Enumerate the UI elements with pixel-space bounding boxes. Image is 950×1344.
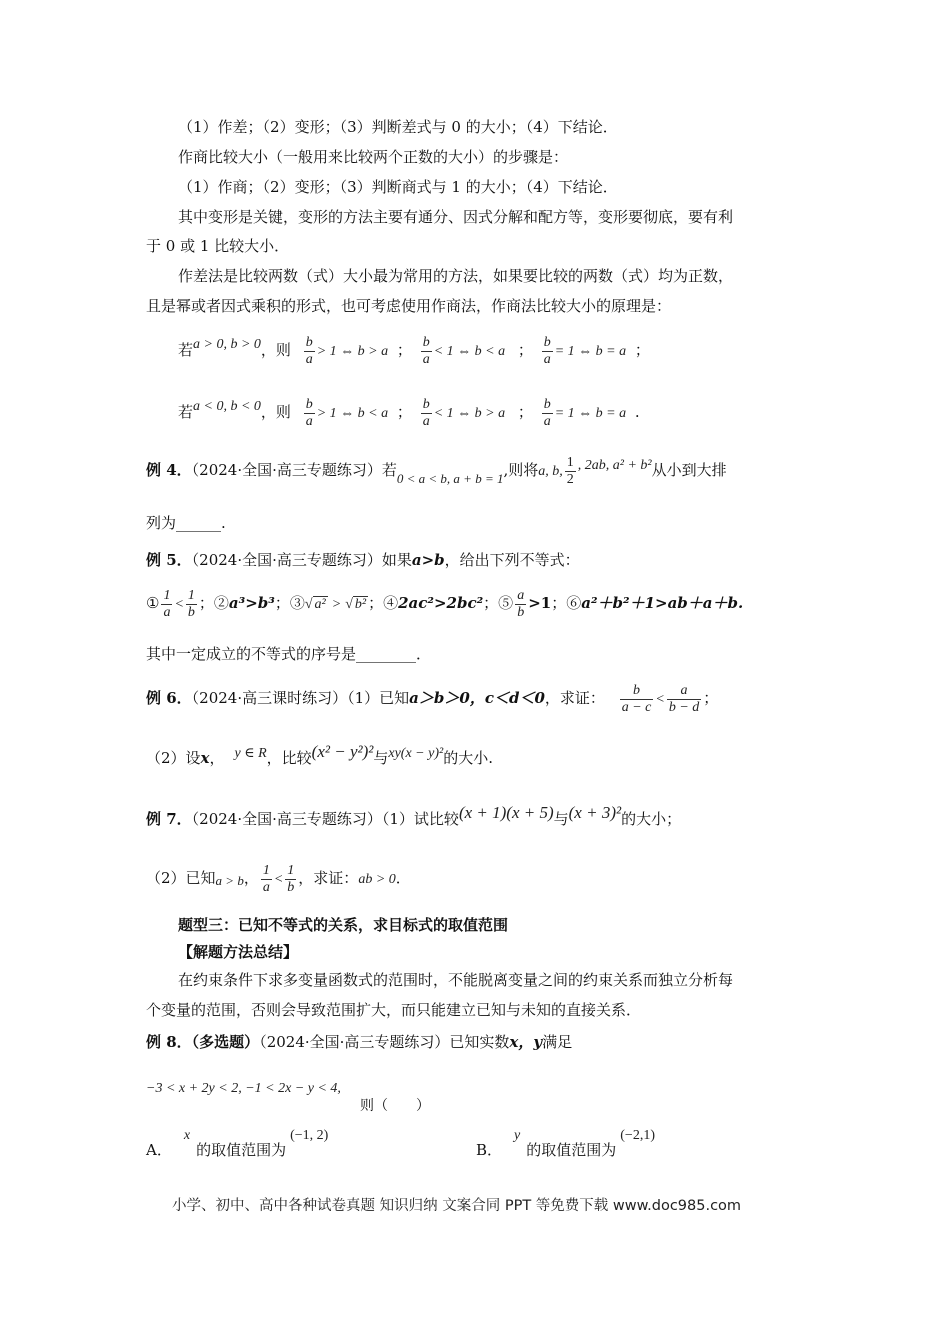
fraction-one-half: $\frac{1}{2}$ [566, 454, 574, 487]
paragraph-line: 于 0 或 1 比较大小． [146, 237, 290, 255]
example-label: 例 5． [146, 551, 192, 569]
option-a: A．x的取值范围为(−1, 2) [146, 1128, 329, 1159]
quotient-intro: 作商比较大小（一般用来比较两个正数的大小）的步骤是： [178, 148, 569, 166]
paragraph-line: 个变量的范围，否则会导致范围扩大，而只能建立已知与未知的直接关系． [146, 1001, 642, 1019]
paragraph-line: 在约束条件下求多变量函数式的范围时，不能脱离变量之间的约束关系而独立分析每 [178, 971, 734, 989]
example-5: 例 5．（2024·全国·高三专题练习）如果a>b，给出下列不等式： [146, 551, 580, 569]
example-5-answer-blank: 其中一定成立的不等式的序号是________． [146, 645, 432, 663]
example-8-constraints: −3 < x + 2y < 2, −1 < 2x − y < 4, [146, 1081, 341, 1096]
example-4-blank: 列为______. [146, 514, 226, 532]
rule-negative: 若a < 0, b < 0，则 $\frac{b}{a}$ > 1 ⇔ b < a ； $\frac{b}{a}$ < 1 ⇔ b > a ； $\frac{b}{a}$ = 1 ⇔ b = a . [178, 396, 640, 429]
multi-select-tag: （多选题） [191, 1033, 260, 1051]
example-8: 例 8．（多选题）（2024·全国·高三专题练习）已知实数x，y满足 [146, 1033, 573, 1051]
step-list-difference: （1）作差；（2）变形；（3）判断差式与 0 的大小；（4）下结论． [178, 118, 618, 136]
fraction-b-over-a: $\frac{b}{a}$ [305, 396, 313, 429]
option-b: B．y的取值范围为(−2,1) [476, 1128, 655, 1159]
example-8-question: 则（ ） [360, 1098, 430, 1114]
example-5-inequalities: ① $\frac{1}{a}$ < $\frac{1}{b}$ ；②a³>b³；③√ a² > √ b² ；④2ac²>2bc²；⑤ $\frac{a}{b}$ >1；⑥a²＋b²＋1>ab＋a＋b. [146, 587, 744, 620]
fraction-b-over-a: $\frac{b}{a}$ [422, 396, 430, 429]
fraction-b-over-a: $\frac{b}{a}$ [543, 396, 551, 429]
example-6: 例 6．（2024·高三课时练习）（1）已知a＞b＞0，c＜d＜0，求证： $\frac{b}{a - c}$ < $\frac{a}{b - d}$ ； [146, 682, 719, 715]
rule-positive: 若a > 0, b > 0，则 $\frac{b}{a}$ > 1 ⇔ b > a ； $\frac{b}{a}$ < 1 ⇔ b < a ； $\frac{b}{a}$ = 1 ⇔ b = a ； [178, 334, 650, 367]
fraction-b-over-a: $\frac{b}{a}$ [543, 334, 551, 367]
paragraph-line: 其中变形是关键，变形的方法主要有通分、因式分解和配方等，变形要彻底，要有利 [178, 208, 734, 226]
example-7: 例 7．（2024·全国·高三专题练习）（1）试比较(x + 1)(x + 5)与(x + 3)²的大小； [146, 803, 682, 828]
example-6-part2: （2）设x， y ∈ R，比较(x² − y²)²与xy(x − y)²的大小. [146, 742, 493, 767]
footer-banner: 小学、初中、高中各种试卷真题 知识归纳 文案合同 PPT 等免费下载 www.doc985.com [172, 1198, 742, 1214]
fraction-b-over-a: $\frac{b}{a}$ [305, 334, 313, 367]
fraction-b-over-a: $\frac{b}{a}$ [422, 334, 430, 367]
paragraph-line: 作差法是比较两数（式）大小最为常用的方法，如果要比较的两数（式）均为正数， [178, 267, 734, 285]
method-heading: 【解题方法总结】 [178, 943, 299, 961]
example-label: 例 7． [146, 810, 192, 828]
step-list-quotient: （1）作商；（2）变形；（3）判断商式与 1 的大小；（4）下结论． [178, 178, 618, 196]
example-label: 例 6． [146, 689, 192, 707]
condition: a > 0, b > 0 [193, 337, 261, 352]
example-4: 例 4．（2024·全国·高三专题练习）若0 < a < b, a + b = 1,则将a, b, $\frac{1}{2}$ , 2ab, a² + b²从小到大排 [146, 454, 727, 487]
condition: a < 0, b < 0 [193, 399, 261, 414]
example-label: 例 8． [146, 1033, 192, 1051]
paragraph-line: 且是幂或者因式乘积的形式，也可考虑使用作商法，作商法比较大小的原理是： [146, 297, 672, 315]
example-label: 例 4． [146, 461, 192, 479]
section-title: 题型三：已知不等式的关系，求目标式的取值范围 [178, 916, 509, 934]
example-7-part2: （2）已知a > b， $\frac{1}{a}$ < $\frac{1}{b}$ ，求证：ab > 0． [146, 862, 411, 895]
